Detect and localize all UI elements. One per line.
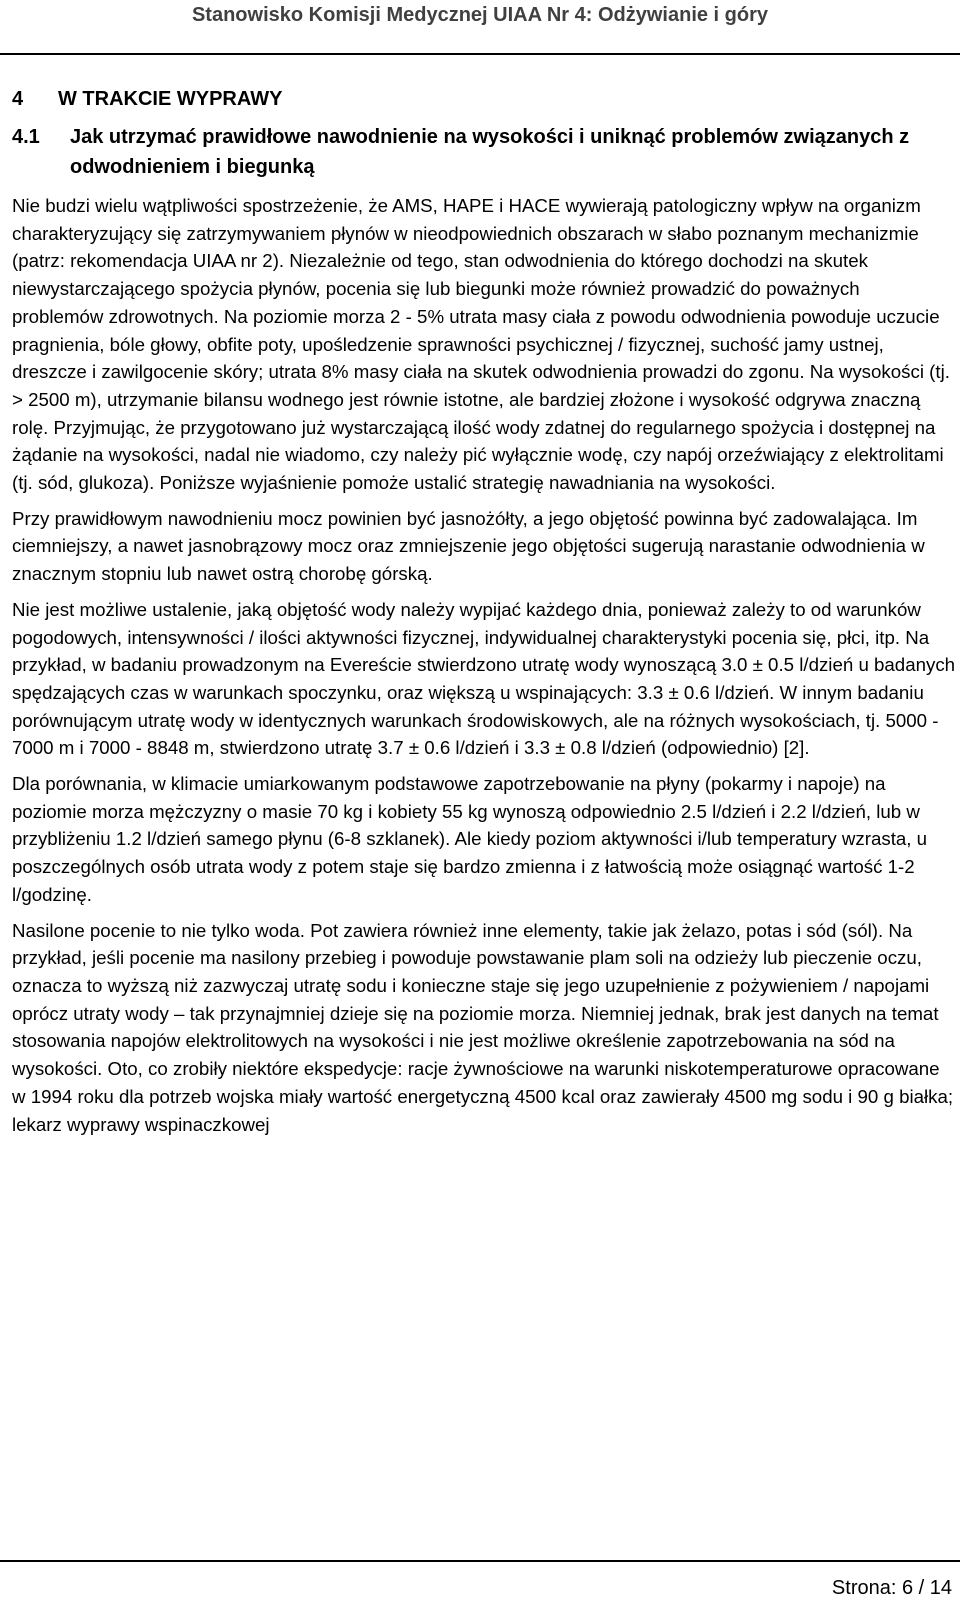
page-number: Strona: 6 / 14 [831,1577,952,1599]
header-divider [0,53,960,55]
section-title: W TRAKCIE WYPRAWY [58,88,283,110]
running-header: Stanowisko Komisji Medycznej UIAA Nr 4: Odżywianie i góry [191,4,769,26]
section-number: 4 [12,88,24,110]
paragraph-urine-indicator: Przy prawidłowym nawodnieniu mocz powinien być jasnożółty, a jego objętość powinna być zadowalająca. Im ciemniejszy, a nawet jasnobrązowy mocz oraz zmniejszenie jego objętości sugerują narastanie odwodnienia w znacznym stopniu lub nawet ostrą chorobę górską. [12,507,925,585]
paragraph-dehydration-intro: Nie budzi wielu wątpliwości spostrzeżenie, że AMS, HAPE i HACE wywierają patologiczny wpływ na organizm charakteryzujący się zatrzymywaniem płynów w nieodpowiednich obszarach w słabo poznanym mechanizmie (patrz: rekomendacja UIAA nr 2). Niezależnie od tego, stan odwodnienia do którego dochodzi na skutek niewystarczającego spożycia płynów, pocenia się lub biegunki może również prowadzić do poważnych problemów zdrowotnych. Na poziomie morza 2 - 5% utrata masy ciała z powodu odwodnienia powoduje uczucie pragnienia, bóle głowy, obfite poty, upośledzenie sprawności psychicznej / fizycznej, suchość jamy ustnej, dreszcze i zawilgocenie skóry; utrata 8% masy ciała na skutek odwodnienia prowadzi do zgonu. Na wysokości (tj. > 2500 m), utrzymanie bilansu wodnego jest równie istotne, ale bardziej złożone i wysokość odgrywa znaczną rolę. Przyjmując, że przygotowano już wystarczającą ilość wody zdatnej do regularnego spożycia i dostępnej na żądanie na wysokości, nadal nie wiadomo, czy należy pić wyłącznie wodę, czy napój orzeźwiający z elektrolitami (tj. sód, glukoza). Poniższe wyjaśnienie pomoże ustalić strategię nawadniania na wysokości. [12,195,950,494]
paragraph-fluid-requirements: Dla porównania, w klimacie umiarkowanym podstawowe zapotrzebowanie na płyny (pokarmy i napoje) na poziomie morza mężczyzny o masie 70 kg i kobiety 55 kg wynoszą odpowiednio 2.5 l/dzień i 2.2 l/dzień, lub w przybliżeniu 1.2 l/dzień samego płynu (6-8 szklanek). Ale kiedy poziom aktywności i/lub temperatury wzrasta, u poszczególnych osób utrata wody z potem staje się bardzo zmienna i z łatwością może osiągnąć wartość 1-2 l/godzinę. [12,773,928,905]
paragraph-sweat-electrolytes: Nasilone pocenie to nie tylko woda. Pot zawiera również inne elementy, takie jak żelazo, potas i sód (sól). Na przykład, jeśli pocenie ma nasilony przebieg i powoduje powstawanie plam soli na odzieży lub pieczenie oczu, oznacza to wyższą niż zazwyczaj utratę sodu i konieczne staje się jego uzupełnienie z pożywieniem / napojami oprócz utraty wody – tak przynajmniej dzieje się na poziomie morza. Niemniej jednak, brak jest danych na temat stosowania napojów elektrolitowych na wysokości i nie jest możliwe określenie zapotrzebowania na sód na wysokości. Oto, co zrobiły niektóre ekspedycje: racje żywnościowe na warunki niskotemperaturowe opracowane w 1994 roku dla potrzeb wojska miały wartość energetyczną 4500 kcal oraz zawierały 4500 mg sodu i 90 g białka; lekarz wyprawy wspinaczkowej [12,919,954,1135]
subsection-number: 4.1 [12,126,40,148]
section-heading [12,82,956,116]
page-body [12,82,956,1146]
subsection-heading [12,122,956,182]
subsection-title: Jak utrzymać prawidłowe nawodnienie na wysokości i uniknąć problemów związanych z odwodnieniem i biegunką [70,126,910,178]
paragraph-water-loss-studies: Nie jest możliwe ustalenie, jaką objętość wody należy wypijać każdego dnia, ponieważ zależy to od warunków pogodowych, intensywności / ilości aktywności fizycznej, indywidualnej charakterystyki pocenia się, płci, itp. Na przykład, w badaniu prowadzonym na Evereście stwierdzono utratę wody wynoszącą 3.0 ± 0.5 l/dzień u badanych spędzających czas w warunkach spoczynku, oraz większą u wspinających: 3.3 ± 0.6 l/dzień. W innym badaniu porównującym utratę wody w identycznych warunkach środowiskowych, ale na różnych wysokościach, tj. 5000 - 7000 m i 7000 - 8848 m, stwierdzono utratę 3.7 ± 0.6 l/dzień i 3.3 ± 0.8 l/dzień (odpowiednio) [2]. [12,598,956,759]
footer-divider [0,1560,960,1562]
